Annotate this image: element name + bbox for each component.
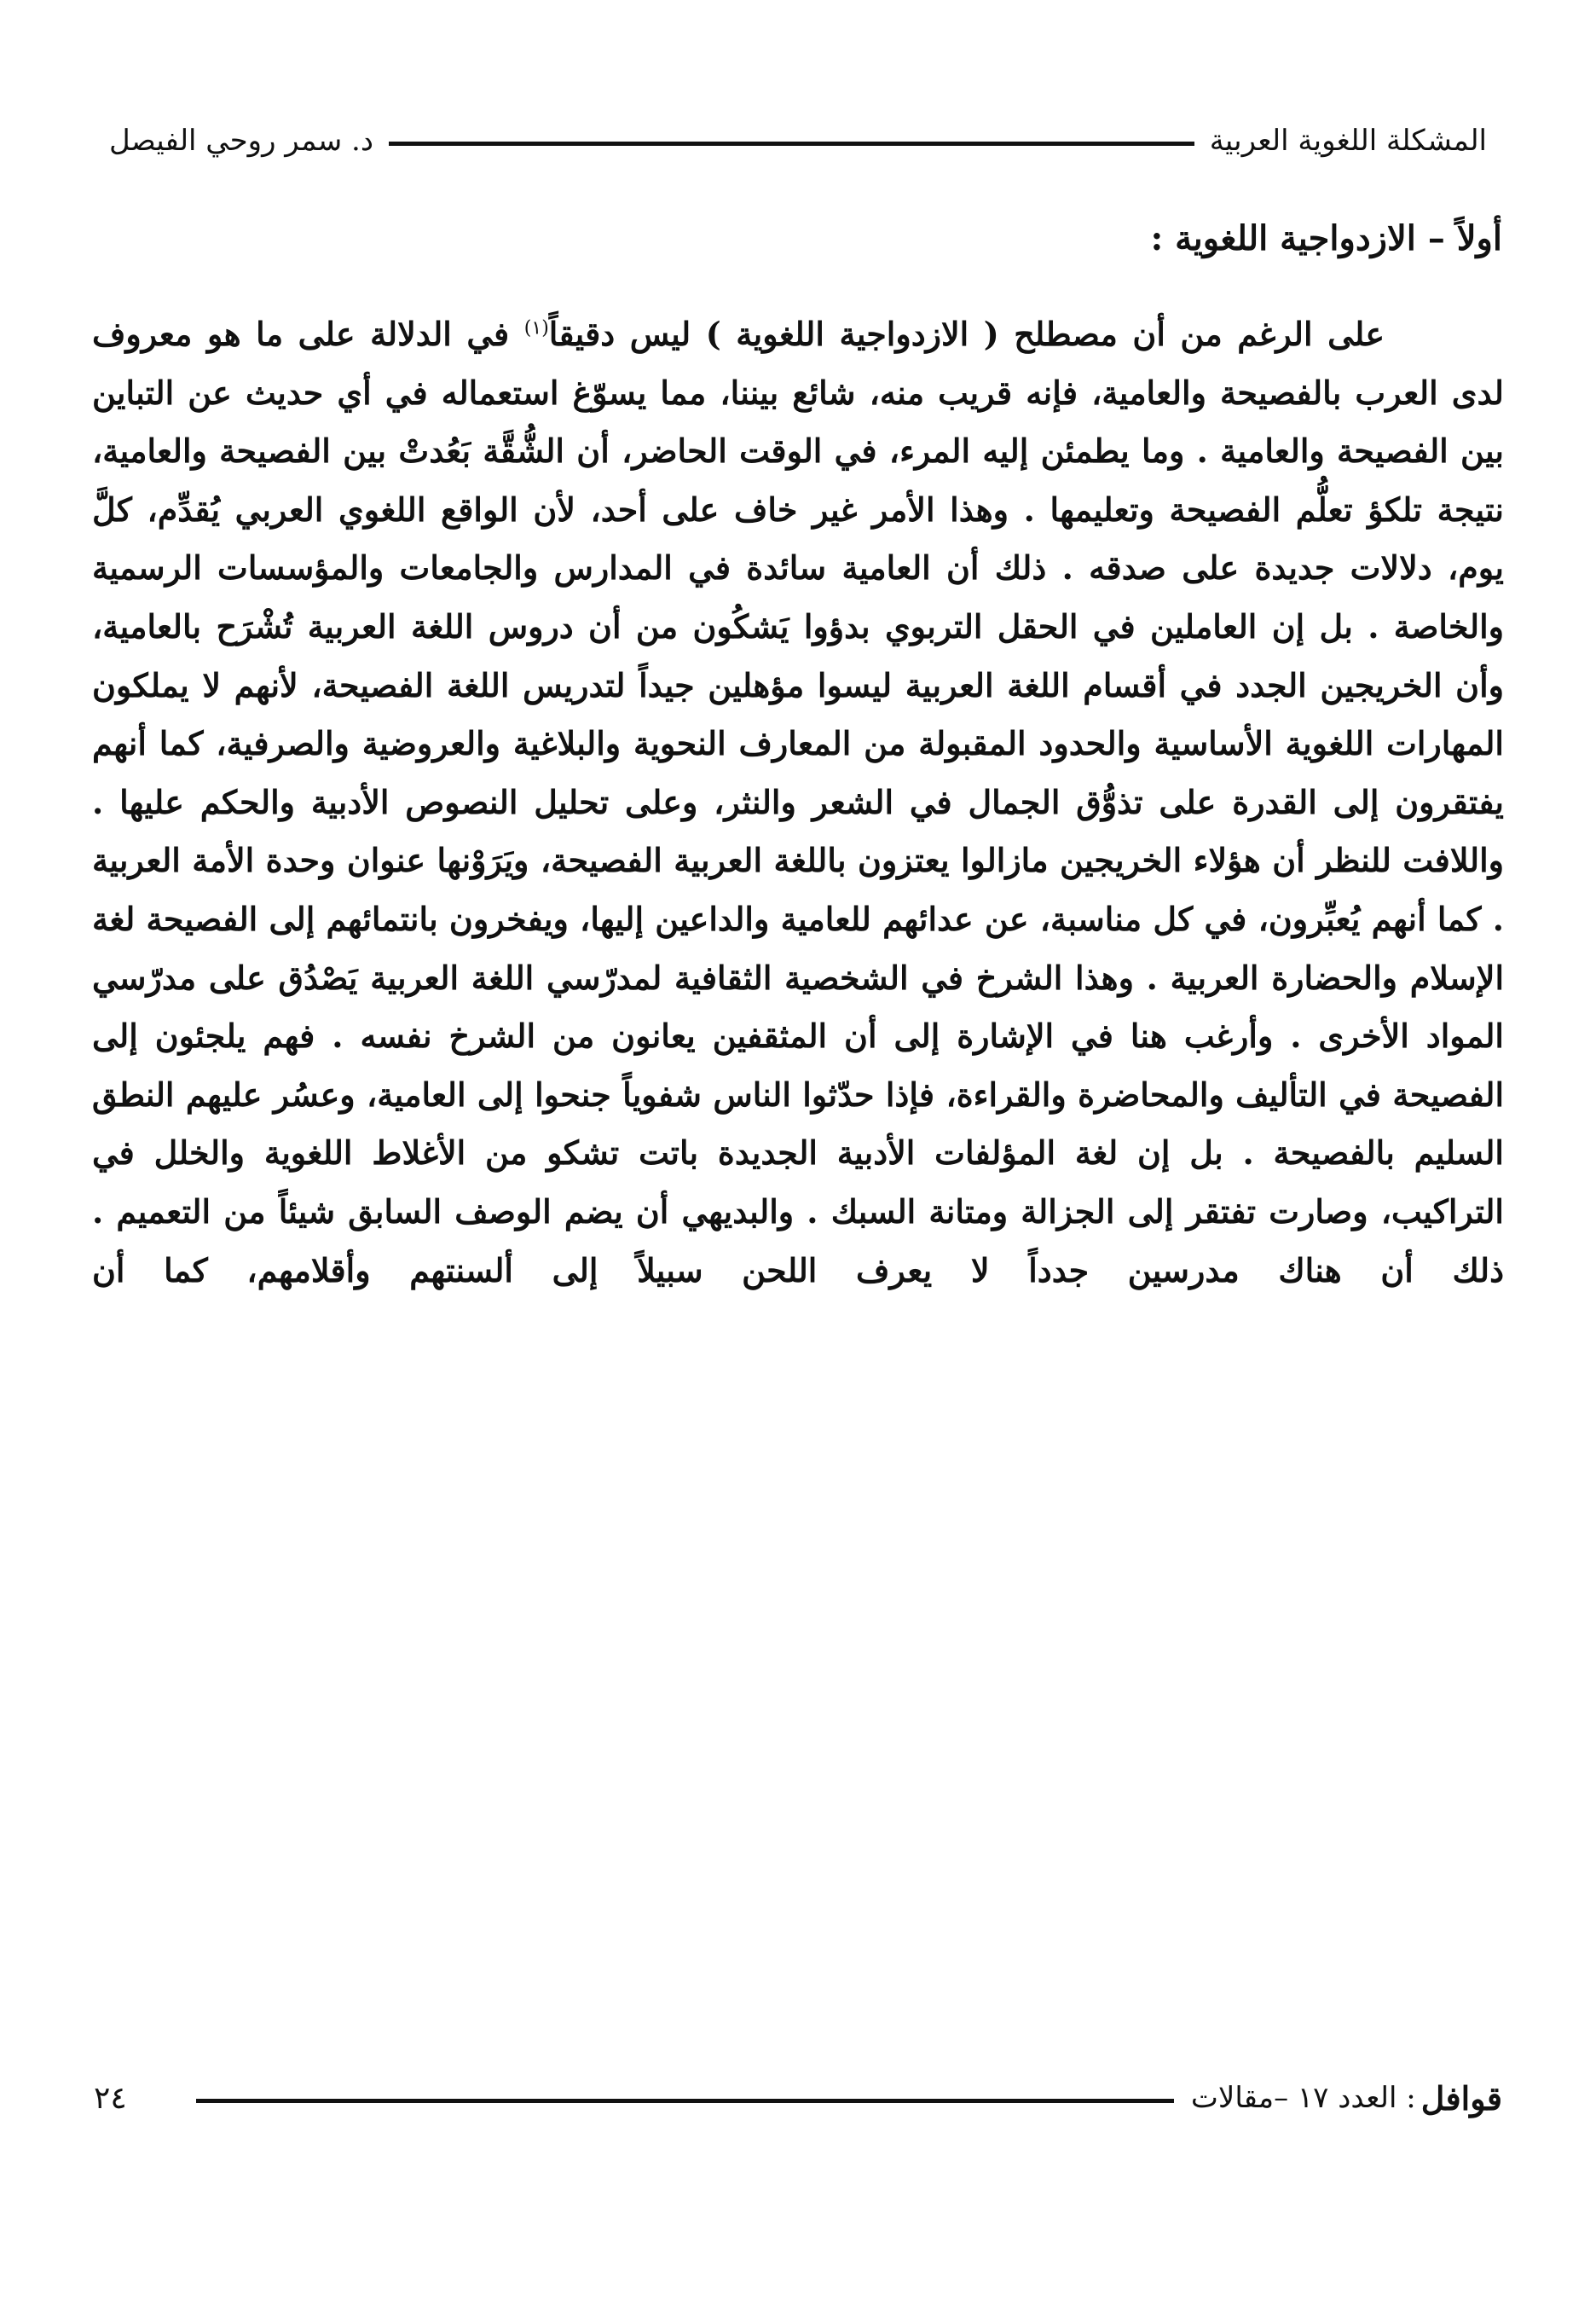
header-author: د. سمر روحي الفيصل xyxy=(109,124,373,158)
header-article-title: المشكلة اللغوية العربية xyxy=(1209,124,1487,158)
footer-rule xyxy=(196,2099,1174,2103)
page-footer xyxy=(94,2068,1502,2128)
body-paragraph xyxy=(92,305,1504,1300)
footnote-marker[interactable]: (١) xyxy=(523,317,549,339)
section-heading: أولاً – الازدواجية اللغوية : xyxy=(1150,218,1502,258)
body-text-part-2: في الدلالة على ما هو معروف لدى العرب بالفصيحة والعامية، فإنه قريب منه، شائع بيننا، مما يسوّغ استعماله في أي حديث عن التباين بين الفصيحة والعامية . وما يطمئن إليه المرء، في الوقت الحاضر، أن الشُّقَّة بَعُدتْ بين الفصيحة والعامية، نتيجة تلكؤ تعلُّم الفصيحة وتعليمها . وهذا الأمر غير خاف على أحد، لأن الواقع اللغوي العربي يُقدِّم، كلَّ يوم، دلالات جديدة على صدقه . ذلك أن العامية سائدة في المدارس والجامعات والمؤسسات الرسمية والخاصة . بل إن العاملين في الحقل التربوي بدؤوا يَشكُون من أن دروس اللغة العربية تُشْرَح بالعامية، وأن الخريجين الجدد في أقسام اللغة العربية ليسوا مؤهلين جيداً لتدريس اللغة الفصيحة، لأنهم لا يملكون المهارات اللغوية الأساسية والحدود المقبولة من المعارف النحوية والبلاغية والعروضية والصرفية، كما أنهم يفتقرون إلى القدرة على تذوُّق الجمال في الشعر والنثر، وعلى تحليل النصوص الأدبية والحكم عليها . واللافت للنظر أن هؤلاء الخريجين مازالوا يعتزون باللغة العربية الفصيحة، ويَرَوْنها عنوان وحدة الأمة العربية . كما أنهم يُعبِّرون، في كل مناسبة، عن عدائهم للعامية والداعين إليها، ويفخرون بانتمائهم إلى الفصيحة لغة الإسلام والحضارة العربية . وهذا الشرخ في الشخصية الثقافية لمدرّسي اللغة العربية يَصْدُق على مدرّسي المواد الأخرى . وأرغب هنا في الإشارة إلى أن المثقفين يعانون من الشرخ نفسه . فهم يلجئون إلى الفصيحة في التأليف والمحاضرة والقراءة، فإذا حدّثوا الناس شفوياً جنحوا إلى العامية، وعسُر عليهم النطق السليم بالفصيحة . بل إن لغة المؤلفات الأدبية الجديدة باتت تشكو من الأغلاط اللغوية والخلل في التراكيب، وصارت تفتقر إلى الجزالة ومتانة السبك . والبديهي أن يضم الوصف السابق شيئاً من التعميم . ذلك أن هناك مدرسين جدداً لا يعرف اللحن سبيلاً إلى ألسنتهم وأقلامهم، كما أن xyxy=(92,315,1504,1289)
running-header xyxy=(94,115,1502,166)
footer-journal-name: قوافل xyxy=(1420,2078,1502,2118)
body-text-part-1: على الرغم من أن مصطلح ( الازدواجية اللغوية ) ليس دقيقاً xyxy=(548,315,1385,353)
page-number: ٢٤ xyxy=(94,2080,127,2116)
footer-issue-info: : العدد ١٧ –مقالات xyxy=(1190,2081,1416,2115)
header-rule xyxy=(389,142,1194,146)
